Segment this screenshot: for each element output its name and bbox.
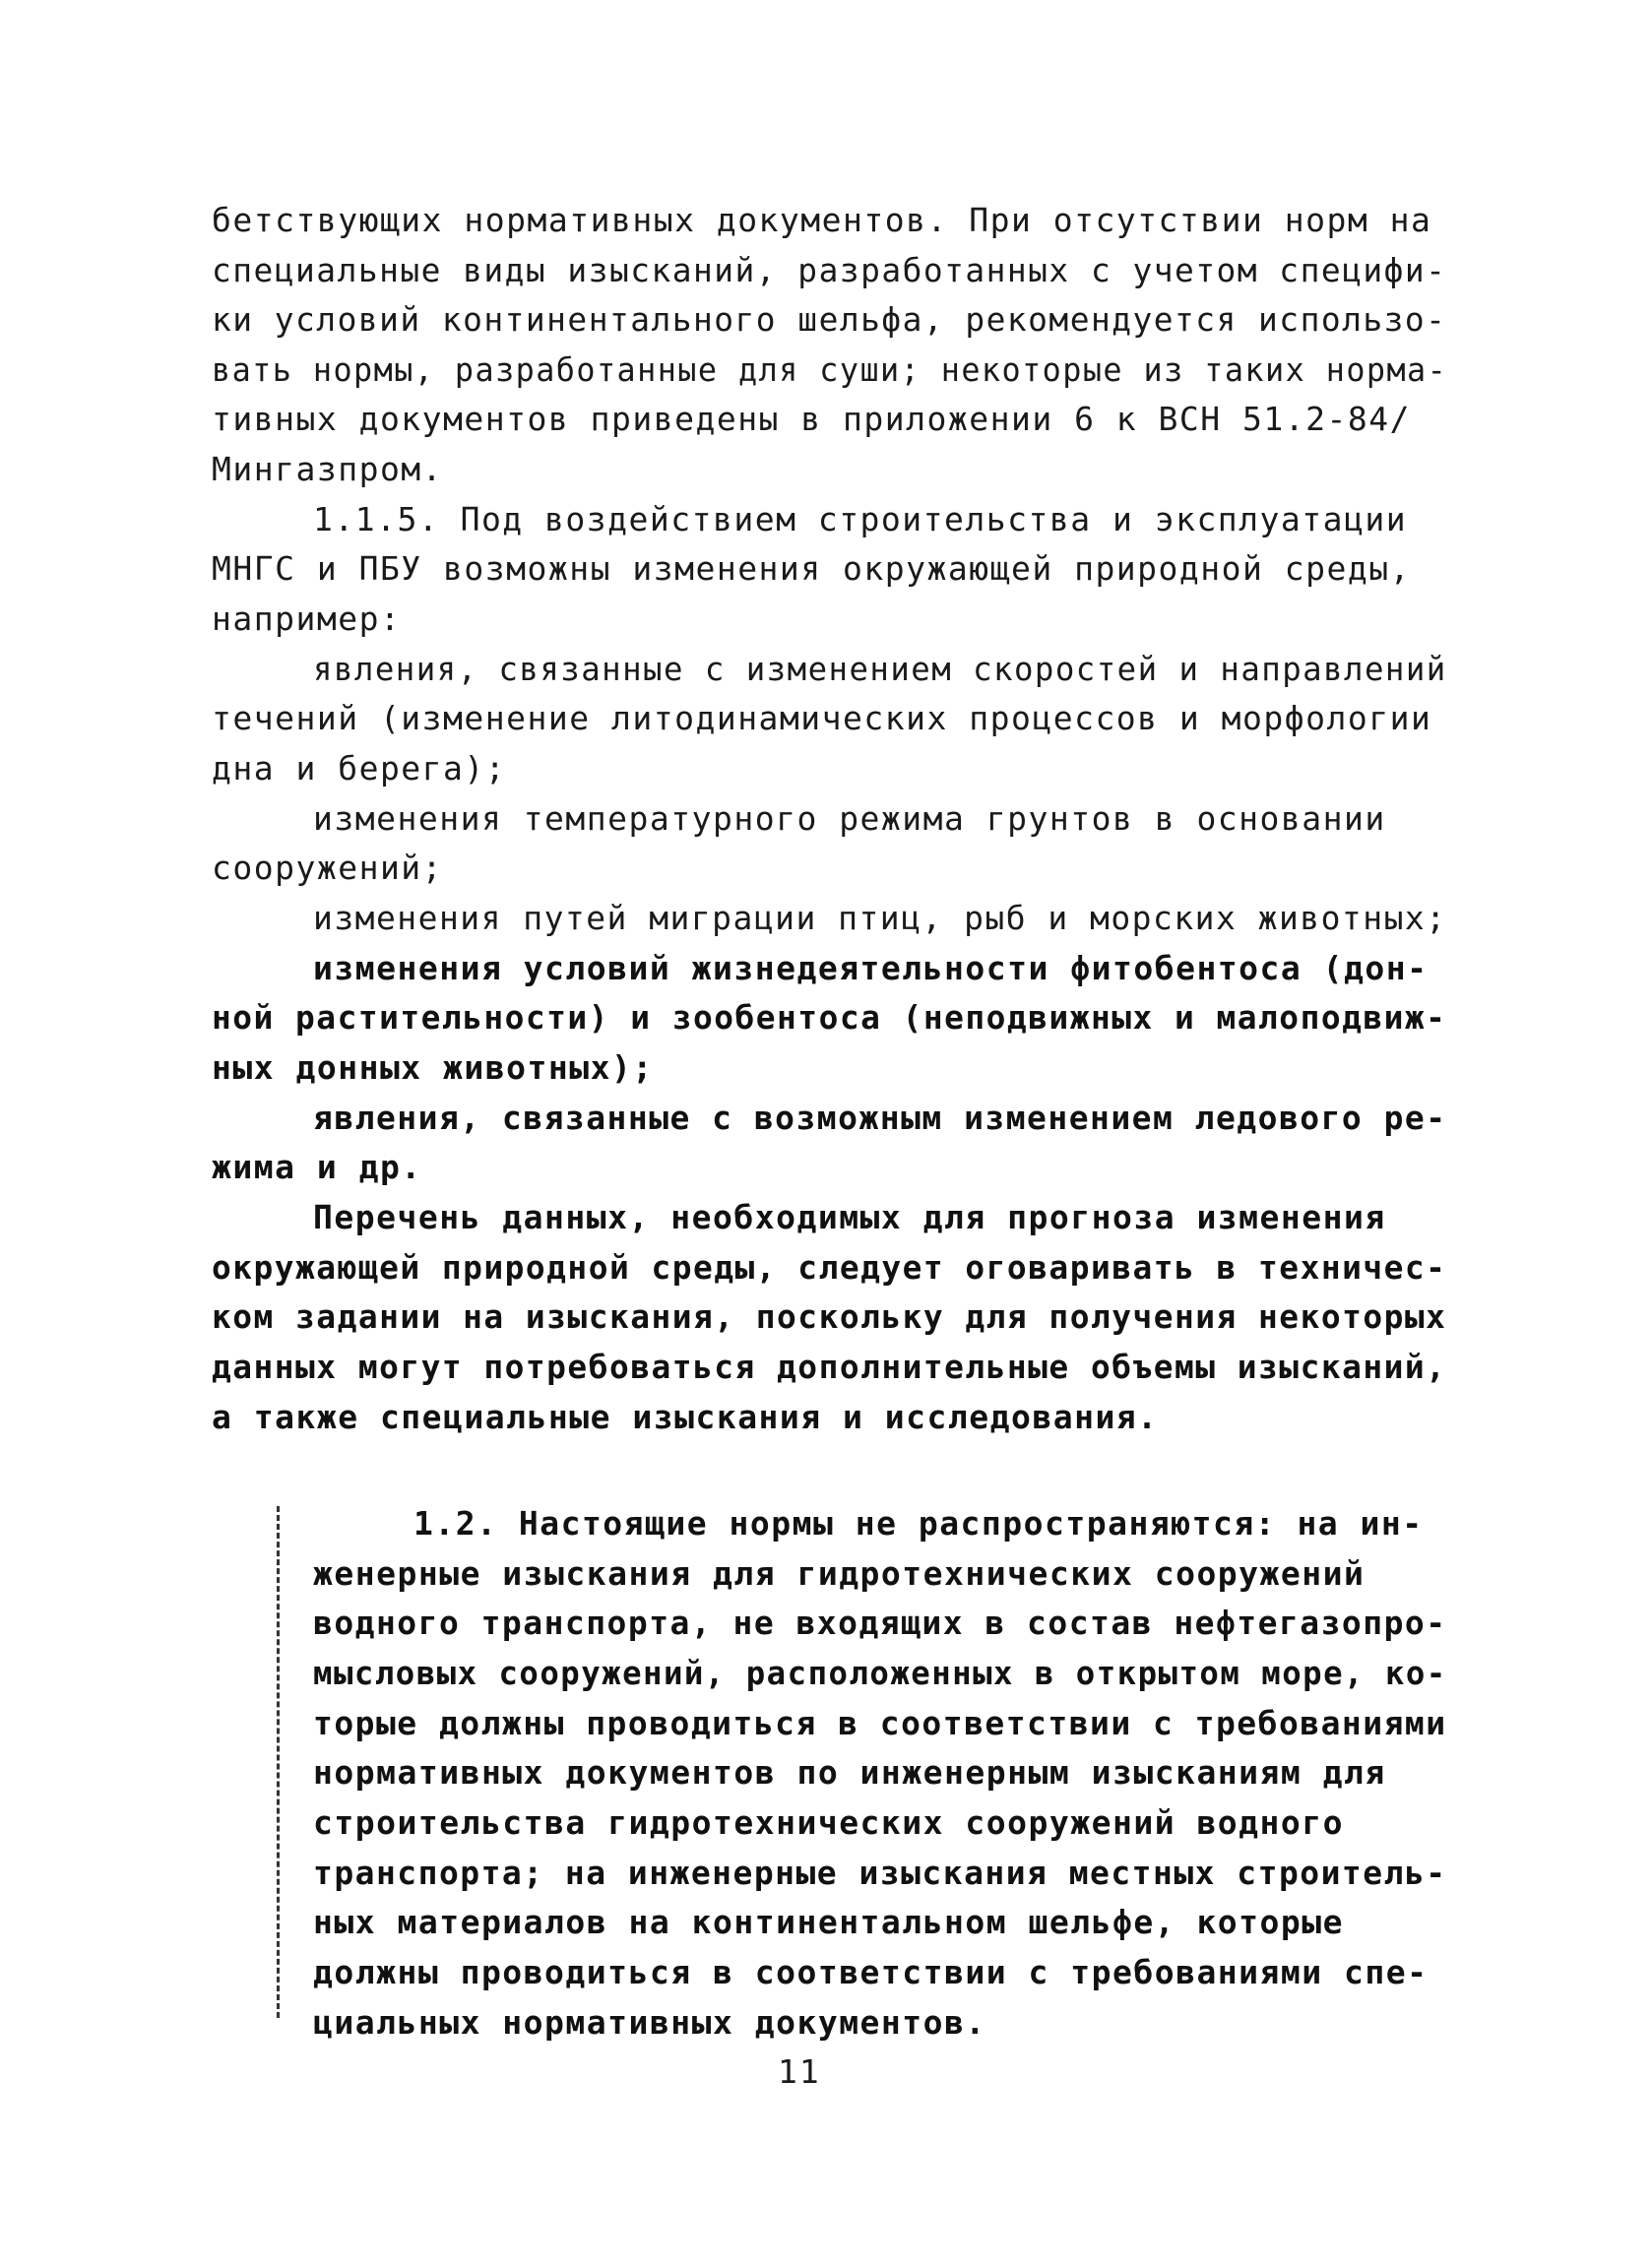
text-line: ком задании на изыскания, поскольку для получения некоторых [212,1297,1447,1336]
page-number: 11 [778,2052,821,2091]
text-line: сооружений; [212,849,444,887]
text-line: жима и др. [212,1148,422,1186]
text-line: транспорта; на инженерные изыскания местных строитель- [313,1854,1447,1892]
list-item-line: явления, связанные с возможным изменением ледового ре- [313,1099,1447,1137]
list-item-line: изменения путей миграции птиц, рыб и морских животных; [313,899,1447,937]
list-item-line: изменения условий жизнедеятельности фитобентоса (дон- [313,949,1429,987]
text-line: водного транспорта, не входящих в состав нефтегазопро- [313,1604,1447,1642]
text-line: Мингазпром. [212,450,444,488]
text-line: должны проводиться в соответствии с требованиями спе- [313,1953,1429,1991]
text-line: а также специальные изыскания и исследования. [212,1398,1159,1436]
text-line: ных материалов на континентальном шельфе, которые [313,1903,1345,1941]
paragraph-line: Перечень данных, необходимых для прогноза изменения [313,1198,1386,1236]
text-line: нормативных документов по инженерным изысканиям для [313,1753,1386,1792]
text-line: циальных нормативных документов. [313,2003,986,2042]
text-line: течений (изменение литодинамических процессов и морфологии [212,699,1432,737]
text-line: МНГС и ПБУ возможны изменения окружающей природной среды, [212,549,1411,588]
text-line: ных донных животных); [212,1048,654,1087]
text-line: торые должны проводиться в соответствии с требованиями [313,1704,1447,1742]
text-line: ной растительности) и зообентоса (неподвижных и малоподвиж- [212,998,1447,1037]
text-line: например: [212,599,402,638]
text-line: ки условий континентального шельфа, рекомендуется использо- [212,300,1447,339]
section-heading-line: 1.2. Настоящие нормы не распространяются: на ин- [413,1504,1424,1543]
text-line: окружающей природной среды, следует оговаривать в техничес- [212,1248,1447,1287]
list-item-line: изменения температурного режима грунтов в основании [313,799,1386,838]
text-line: специальные виды изысканий, разработанных с учетом специфи- [212,251,1447,289]
text-line: мысловых сооружений, расположенных в открытом море, ко- [313,1654,1447,1692]
text-line: вать нормы, разработанные для суши; некоторые из таких норма- [212,350,1448,389]
section-heading-line: 1.1.5. Под воздействием строительства и эксплуатации [313,500,1408,538]
text-line: дна и берега); [212,749,507,788]
text-line: тивных документов приведены в приложении 6 к ВСН 51.2-84/ [212,400,1411,438]
text-line: бетствующих нормативных документов. При отсутствии норм на [212,201,1432,239]
text-line: строительства гидротехнических сооружений водного [313,1803,1345,1842]
list-item-line: явления, связанные с изменением скоростей и направлений [313,650,1447,688]
text-line: женерные изыскания для гидротехнических сооружений [313,1554,1366,1593]
revision-bar [277,1506,283,2018]
text-line: данных могут потребоваться дополнительные объемы изысканий, [212,1348,1447,1386]
